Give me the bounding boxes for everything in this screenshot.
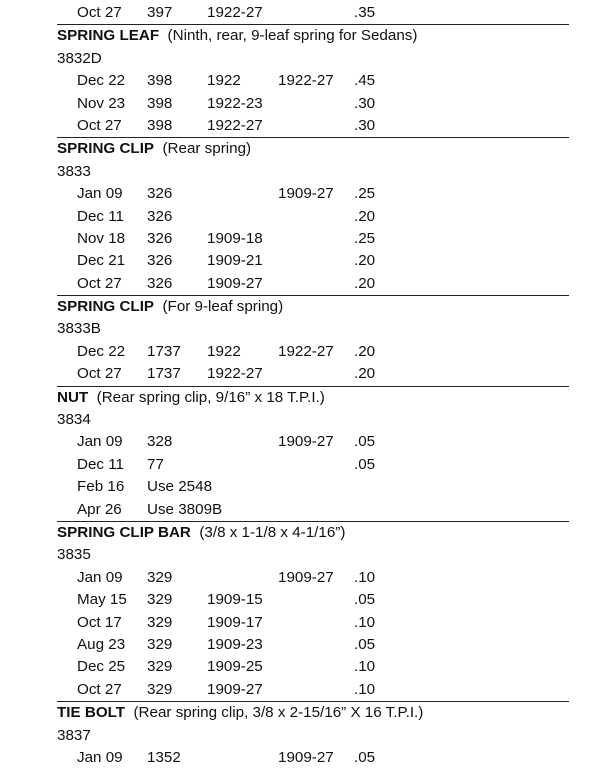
date-cell: Nov 18 — [77, 229, 126, 247]
date-cell: Dec 11 — [77, 207, 124, 225]
price-cell: .45 — [354, 72, 376, 90]
part-heading — [0, 387, 608, 409]
price-cell: .35 — [354, 4, 376, 21]
date-cell: Jan 09 — [77, 185, 123, 203]
price-row — [0, 93, 608, 115]
date-cell: Nov 23 — [77, 94, 126, 112]
ref-cell: 326 — [147, 252, 173, 270]
price-cell: .30 — [354, 116, 376, 134]
ref-cell: 329 — [147, 613, 173, 631]
date-cell: Oct 27 — [77, 4, 122, 21]
price-cell: .20 — [354, 342, 376, 360]
part-description: (For 9-leaf spring) — [154, 298, 284, 316]
price-row — [0, 679, 608, 701]
price-cell: .20 — [354, 274, 376, 292]
price-row — [0, 250, 608, 272]
price-row — [0, 656, 608, 678]
date-cell: Dec 21 — [77, 252, 126, 270]
date-cell: Oct 27 — [77, 116, 122, 134]
fits-cell: 1909-27 — [278, 568, 334, 586]
price-row — [0, 634, 608, 656]
years-cell: 1909-15 — [207, 591, 263, 609]
years-cell: 1909-27 — [207, 274, 263, 292]
price-cell: .25 — [354, 185, 376, 203]
date-cell: Jan 09 — [77, 433, 123, 451]
years-cell: 1922 — [207, 72, 241, 90]
ref-cell: 1737 — [147, 342, 181, 360]
date-cell: Oct 17 — [77, 613, 122, 631]
price-row — [0, 341, 608, 363]
years-cell: 1909-18 — [207, 229, 263, 247]
ref-cell: 329 — [147, 591, 173, 609]
fits-cell: 1909-27 — [278, 748, 334, 766]
years-cell: 1922-27 — [207, 116, 263, 134]
price-cell: .05 — [354, 591, 376, 609]
price-row — [0, 499, 608, 521]
price-row — [0, 612, 608, 634]
price-cell: .10 — [354, 680, 376, 698]
price-cell: .20 — [354, 252, 376, 270]
part-title: SPRING CLIP BAR — [57, 523, 191, 541]
date-cell: Oct 27 — [77, 680, 122, 698]
price-cell: .10 — [354, 658, 376, 676]
years-cell: 1922-27 — [207, 365, 263, 383]
price-row — [0, 454, 608, 476]
years-cell: 1922-27 — [207, 4, 263, 21]
years-cell: 1922-23 — [207, 94, 263, 112]
date-cell: Oct 27 — [77, 274, 122, 292]
date-cell: May 15 — [77, 591, 127, 609]
ref-cell: 398 — [147, 116, 173, 134]
price-cell: .30 — [354, 94, 376, 112]
part-number: 3832D — [57, 49, 102, 67]
price-row — [0, 476, 608, 498]
part-description: (Rear spring clip, 3/8 x 2-15/16” X 16 T.P.I.) — [125, 704, 424, 722]
date-cell: Dec 25 — [77, 658, 126, 676]
price-row — [0, 273, 608, 295]
date-cell: Dec 22 — [77, 72, 126, 90]
price-row — [0, 363, 608, 385]
part-heading — [0, 138, 608, 160]
ref-cell: Use 2548 — [147, 478, 213, 496]
years-cell: 1909-27 — [207, 680, 263, 698]
date-cell: Jan 09 — [77, 568, 123, 586]
ref-cell: 1737 — [147, 365, 181, 383]
part-title: SPRING CLIP — [57, 140, 155, 158]
part-heading — [0, 522, 608, 544]
price-cell: .10 — [354, 568, 376, 586]
years-cell: 1909-17 — [207, 613, 263, 631]
date-cell: Dec 22 — [77, 342, 126, 360]
years-cell: 1909-25 — [207, 658, 263, 676]
price-row — [0, 70, 608, 92]
part-number: 3835 — [57, 546, 91, 564]
years-cell: 1909-21 — [207, 252, 263, 270]
price-row — [0, 115, 608, 137]
part-title: SPRING LEAF — [57, 27, 160, 45]
date-cell: Dec 11 — [77, 455, 124, 473]
ref-cell: 328 — [147, 433, 173, 451]
date-cell: Aug 23 — [77, 635, 126, 653]
date-cell: Apr 26 — [77, 500, 122, 518]
part-heading — [0, 702, 608, 724]
price-cell: .20 — [354, 207, 376, 225]
part-heading — [0, 296, 608, 318]
price-cell: .05 — [354, 455, 376, 473]
part-number: 3833B — [57, 320, 101, 338]
date-cell: Feb 16 — [77, 478, 125, 496]
price-row — [0, 589, 608, 611]
price-row — [0, 183, 608, 205]
price-cell: .05 — [354, 433, 376, 451]
ref-cell: 329 — [147, 680, 173, 698]
price-row — [0, 747, 608, 769]
ref-cell: 329 — [147, 635, 173, 653]
ref-cell: 398 — [147, 94, 173, 112]
ref-cell: Use 3809B — [147, 500, 223, 518]
part-title: SPRING CLIP — [57, 298, 155, 316]
fits-cell: 1922-27 — [278, 72, 334, 90]
price-row — [0, 2, 608, 24]
fits-cell: 1909-27 — [278, 185, 334, 203]
ref-cell: 398 — [147, 72, 173, 90]
part-heading — [0, 25, 608, 47]
part-title: TIE BOLT — [57, 704, 126, 722]
part-description: (3/8 x 1-1/8 x 4-1/16”) — [190, 523, 346, 541]
part-title: NUT — [57, 388, 89, 406]
ref-cell: 326 — [147, 185, 173, 203]
price-cell: .20 — [354, 365, 376, 383]
price-cell: .05 — [354, 748, 376, 766]
ref-cell: 77 — [147, 455, 164, 473]
date-cell: Jan 09 — [77, 748, 123, 766]
price-cell: .10 — [354, 613, 376, 631]
fits-cell: 1909-27 — [278, 433, 334, 451]
price-row — [0, 206, 608, 228]
part-number: 3834 — [57, 411, 91, 429]
part-number: 3833 — [57, 162, 91, 180]
price-row — [0, 431, 608, 453]
ref-cell: 329 — [147, 568, 173, 586]
price-row — [0, 567, 608, 589]
part-description: (Rear spring clip, 9/16” x 18 T.P.I.) — [88, 388, 325, 406]
years-cell: 1909-23 — [207, 635, 263, 653]
ref-cell: 326 — [147, 274, 173, 292]
part-description: (Ninth, rear, 9-leaf spring for Sedans) — [159, 27, 418, 45]
ref-cell: 326 — [147, 207, 173, 225]
price-cell: .05 — [354, 635, 376, 653]
part-description: (Rear spring) — [154, 140, 252, 158]
years-cell: 1922 — [207, 342, 241, 360]
ref-cell: 1352 — [147, 748, 181, 766]
part-number: 3837 — [57, 726, 91, 744]
ref-cell: 329 — [147, 658, 173, 676]
fits-cell: 1922-27 — [278, 342, 334, 360]
ref-cell: 397 — [147, 4, 173, 21]
price-cell: .25 — [354, 229, 376, 247]
date-cell: Oct 27 — [77, 365, 122, 383]
ref-cell: 326 — [147, 229, 173, 247]
price-row — [0, 228, 608, 250]
